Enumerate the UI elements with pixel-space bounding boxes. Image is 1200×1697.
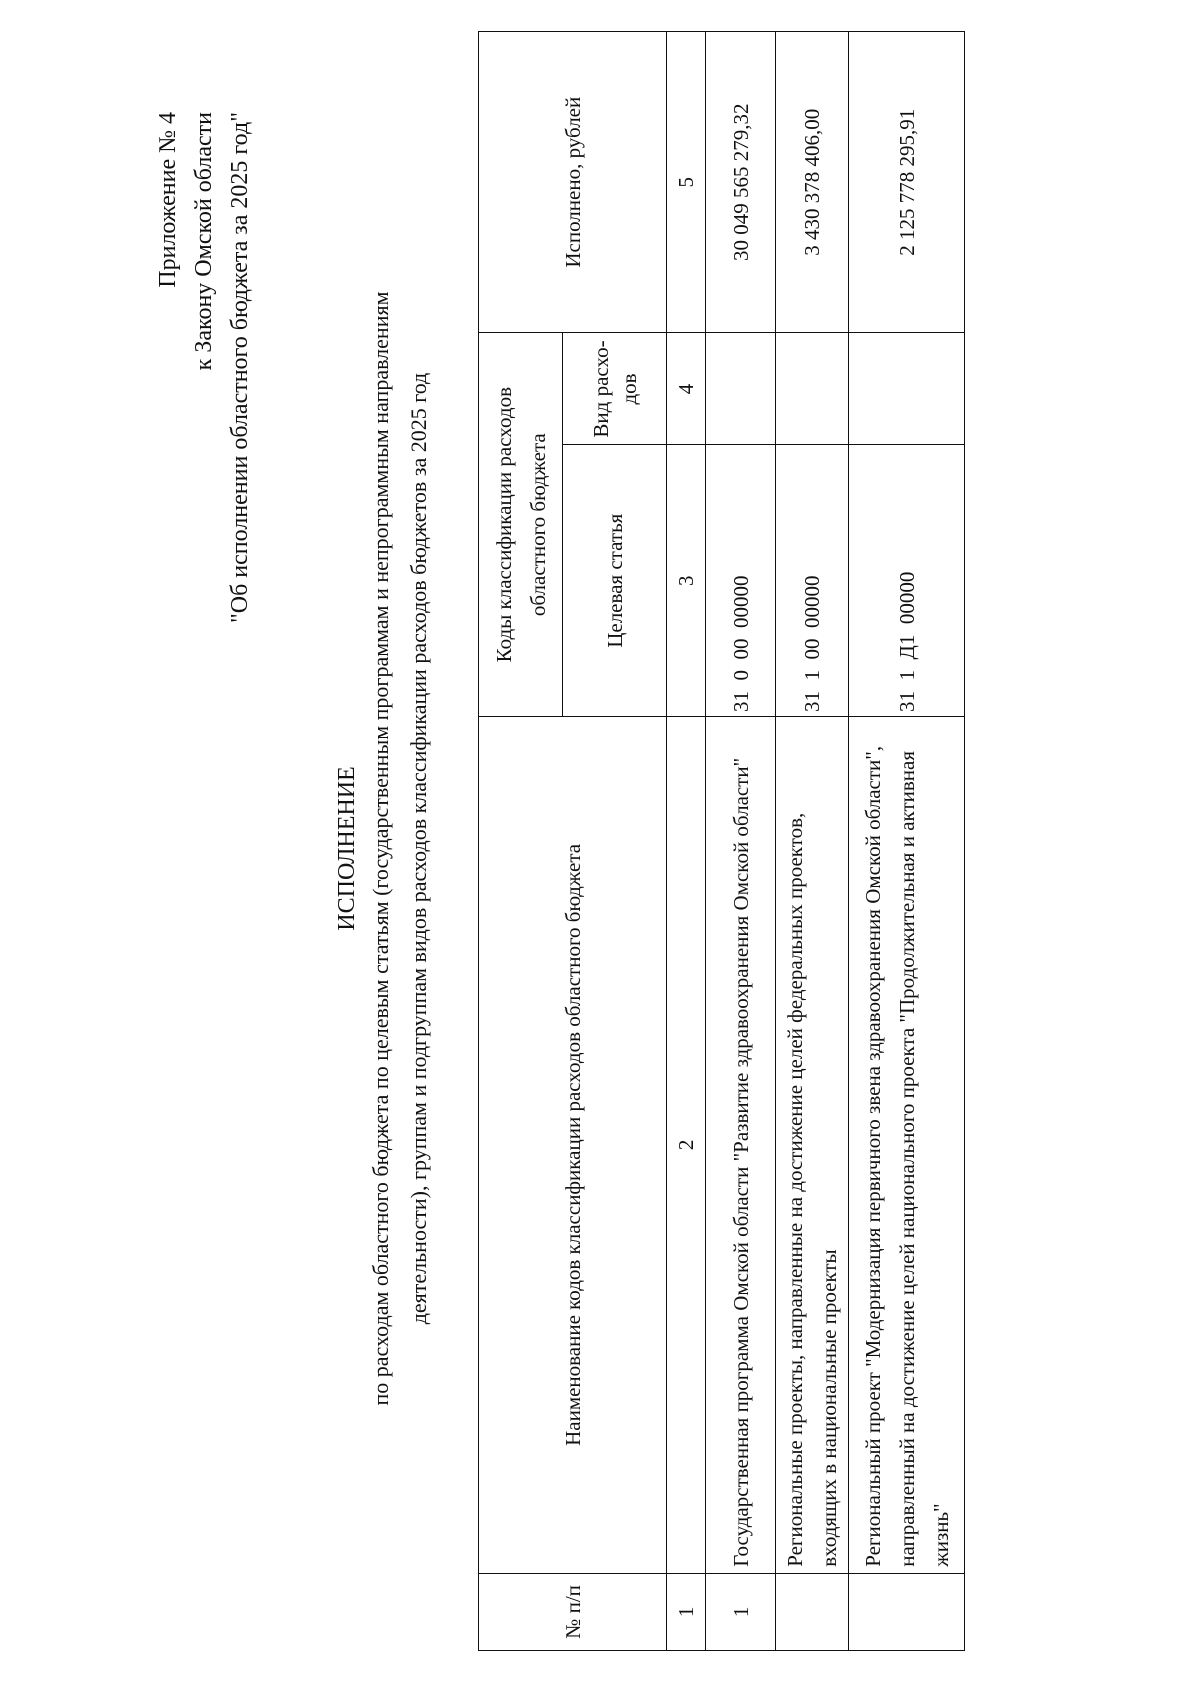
row-target: 31 1 00 00000 (776, 445, 849, 716)
approval-line: Приложение № 4 (155, 112, 181, 288)
row-kind (849, 333, 965, 445)
row-target: 31 0 00 00000 (706, 445, 776, 716)
col-number: 2 (667, 716, 706, 1573)
row-num (849, 1573, 965, 1650)
col-number: 4 (667, 333, 706, 445)
col-number: 3 (667, 445, 706, 716)
row-name: Региональные проекты, направленные на достижение целей федеральных проектов, входящих в национальные проекты (776, 716, 849, 1573)
subtitle-line: деятельности), группам и подгруппам видов расходов классификации расходов бюджетов за 2025 год (406, 372, 431, 1325)
table-row (706, 32, 776, 1651)
row-kind (706, 333, 776, 445)
header-executed: Исполнено, рублей (479, 32, 667, 333)
header-num: № п/п (479, 1573, 667, 1650)
col-number: 1 (667, 1573, 706, 1650)
row-executed: 30 049 565 279,32 (706, 32, 776, 333)
row-target: 31 1 Д1 00000 (849, 445, 965, 716)
row-num (776, 1573, 849, 1650)
approval-note (150, 112, 258, 623)
col-number: 5 (667, 32, 706, 333)
row-name: Региональный проект "Модернизация первичного звена здравоохранения Омской области", направленный на достижение целей национального проекта "Продолжительная и активная жизнь" (849, 716, 965, 1573)
header-codes-group: Коды классификации расходов областного бюджета (479, 333, 563, 717)
header-target: Целевая статья (563, 445, 667, 716)
row-executed: 2 125 778 295,91 (849, 32, 965, 333)
row-executed: 3 430 378 406,00 (776, 32, 849, 333)
approval-line: к Закону Омской области (191, 112, 217, 371)
approval-line: "Об исполнении областного бюджета за 2025 год" (227, 112, 253, 624)
table-row (776, 32, 849, 1651)
document-title: ИСПОЛНЕНИЕ (334, 766, 360, 931)
row-kind (776, 333, 849, 445)
row-num: 1 (706, 1573, 776, 1650)
table-row (849, 32, 965, 1651)
subtitle-line: по расходам областного бюджета по целевым статьям (государственным программам и непрограммным направлениям (368, 291, 393, 1406)
header-kind: Вид расхо-дов (563, 333, 667, 445)
header-name: Наименование кодов классификации расходов областного бюджета (479, 716, 667, 1573)
budget-execution-table (478, 31, 965, 1651)
document-subtitle (362, 120, 438, 1577)
row-name: Государственная программа Омской области "Развитие здравоохранения Омской области" (706, 716, 776, 1573)
